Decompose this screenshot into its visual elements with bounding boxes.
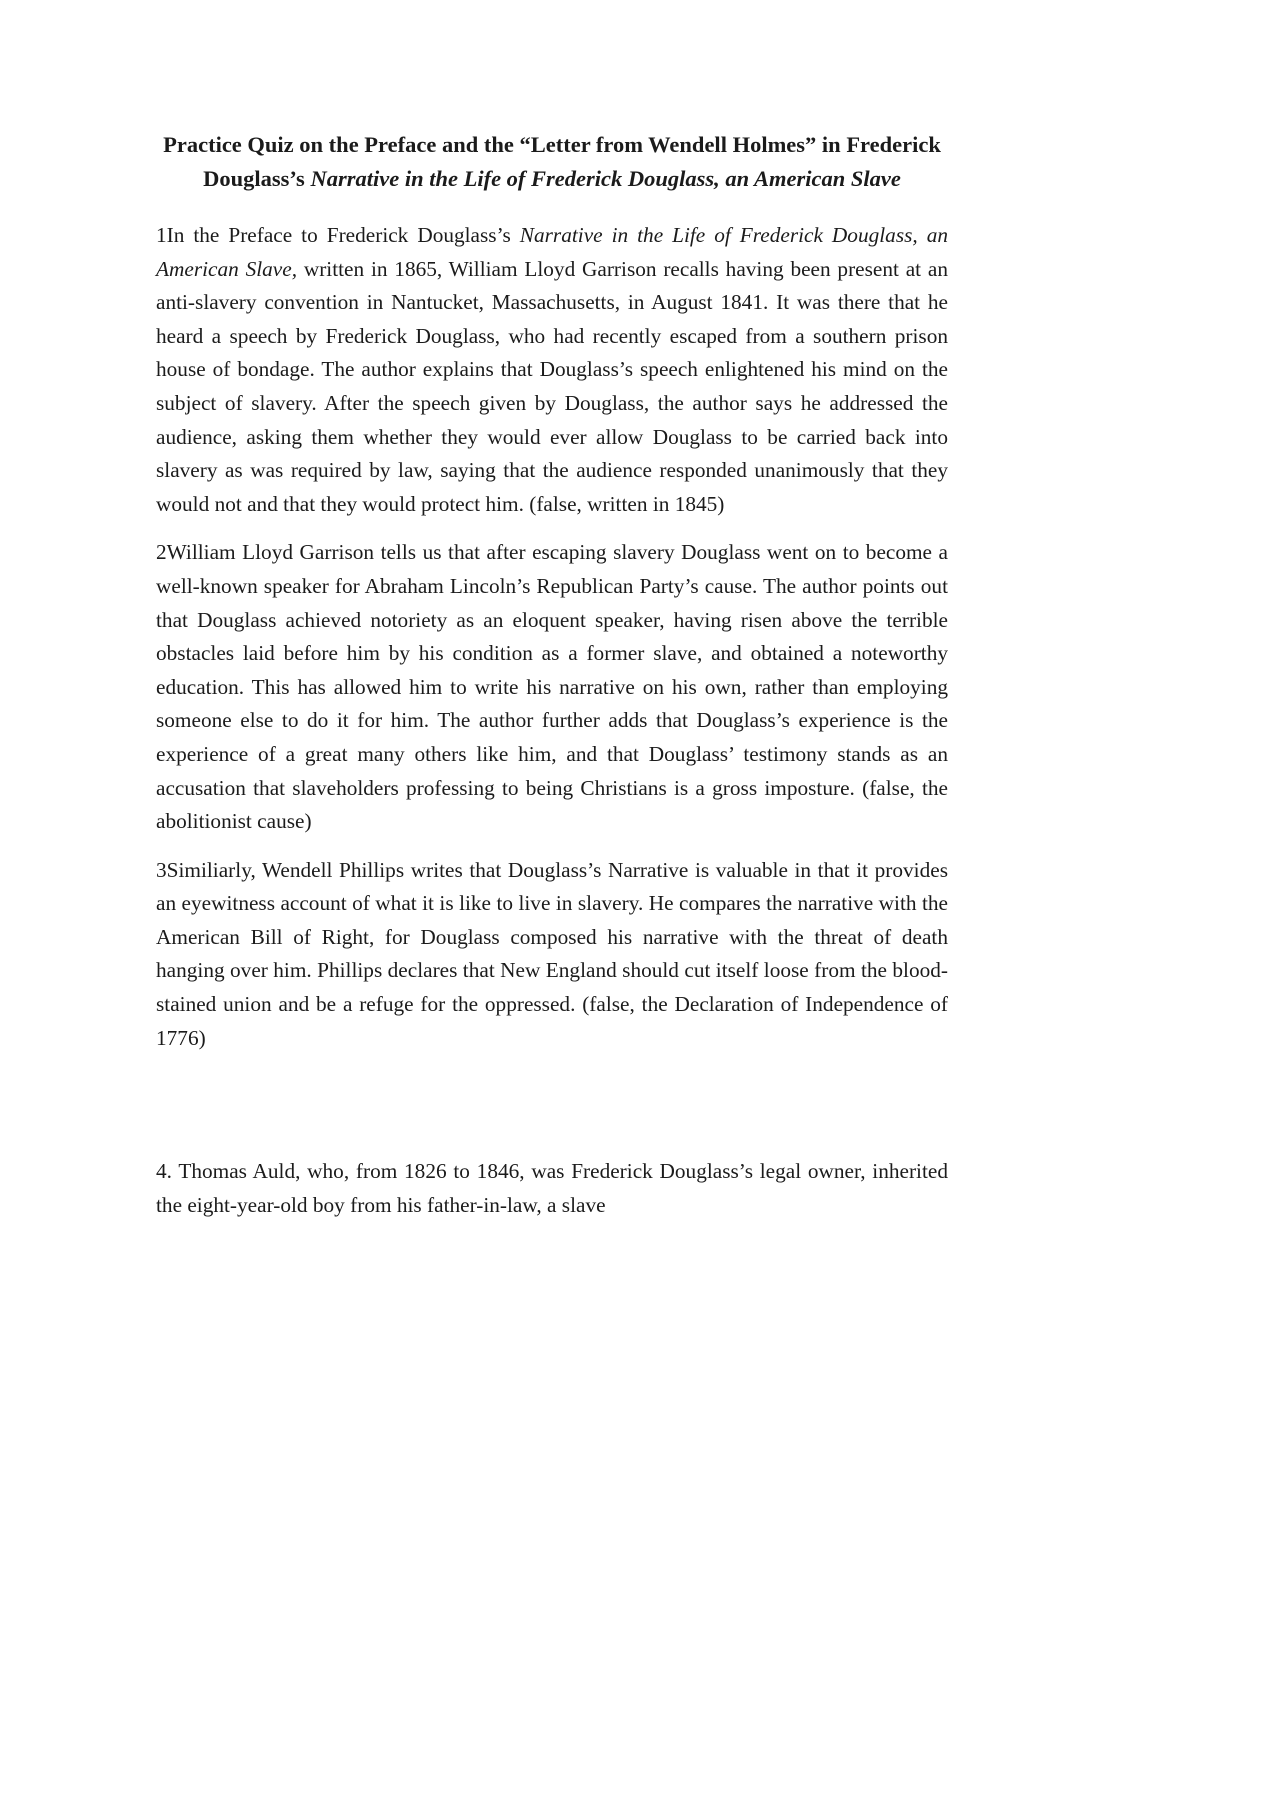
- document-content: [0, 0, 948, 1222]
- paragraph-4-text: 4. Thomas Auld, who, from 1826 to 1846, was Frederick Douglass’s legal owner, inherited the eight-year-old boy from his father-in-law, a slave: [156, 1159, 948, 1217]
- title-italic-text: Narrative in the Life of Frederick Douglass, an American Slave: [310, 165, 901, 191]
- paragraph-2-text: 2William Lloyd Garrison tells us that after escaping slavery Douglass went on to become a well-known speaker for Abraham Lincoln’s Republican Party’s cause. The author points out that Douglass achieved notoriety as an eloquent speaker, having risen above the terrible obstacles laid before him by his condition as a former slave, and obtained a noteworthy education. This has allowed him to write his narrative on his own, rather than employing someone else to do it for him. The author further adds that Douglass’s experience is the experience of a great many others like him, and that Douglass’ testimony stands as an accusation that slaveholders professing to being Christians is a gross imposture. (false, the abolitionist cause): [156, 540, 948, 834]
- paragraph-4: [156, 1155, 948, 1222]
- paragraph-3-text: 3Similiarly, Wendell Phillips writes that Douglass’s Narrative is valuable in that it provides an eyewitness account of what it is like to live in slavery. He compares the narrative with the American Bill of Right, for Douglass composed his narrative with the threat of death hanging over him. Phillips declares that New England should cut itself loose from the blood-stained union and be a refuge for the oppressed. (false, the Declaration of Independence of 1776): [156, 857, 948, 1050]
- paragraph-2: [156, 536, 948, 838]
- paragraph-3: [156, 854, 948, 1056]
- paragraph-1-text: 1In the Preface to Frederick Douglass’s: [156, 223, 520, 247]
- paragraph-1-text-continued: written in 1865, William Lloyd Garrison recalls having been present at an anti-slavery convention in Nantucket, Massachusetts, in August 1841. It was there that he heard a speech by Frederick Douglass, who had recently escaped from a southern prison house of bondage. The author explains that Douglass’s speech enlightened his mind on the subject of slavery. After the speech given by Douglass, the author says he addressed the audience, asking them whether they would ever allow Douglass to be carried back into slavery as was required by law, saying that the audience responded unanimously that they would not and that they would protect him. (false, written in 1845): [156, 256, 948, 516]
- paragraph-1: [156, 219, 948, 521]
- paragraph-1-italic-text: Narrative in the Life of Frederick Douglass, an American Slave,: [156, 223, 948, 281]
- document-title: [156, 128, 948, 195]
- title-text: Practice Quiz on the Preface and the “Letter from Wendell Holmes” in Frederick Douglass’s: [163, 132, 941, 191]
